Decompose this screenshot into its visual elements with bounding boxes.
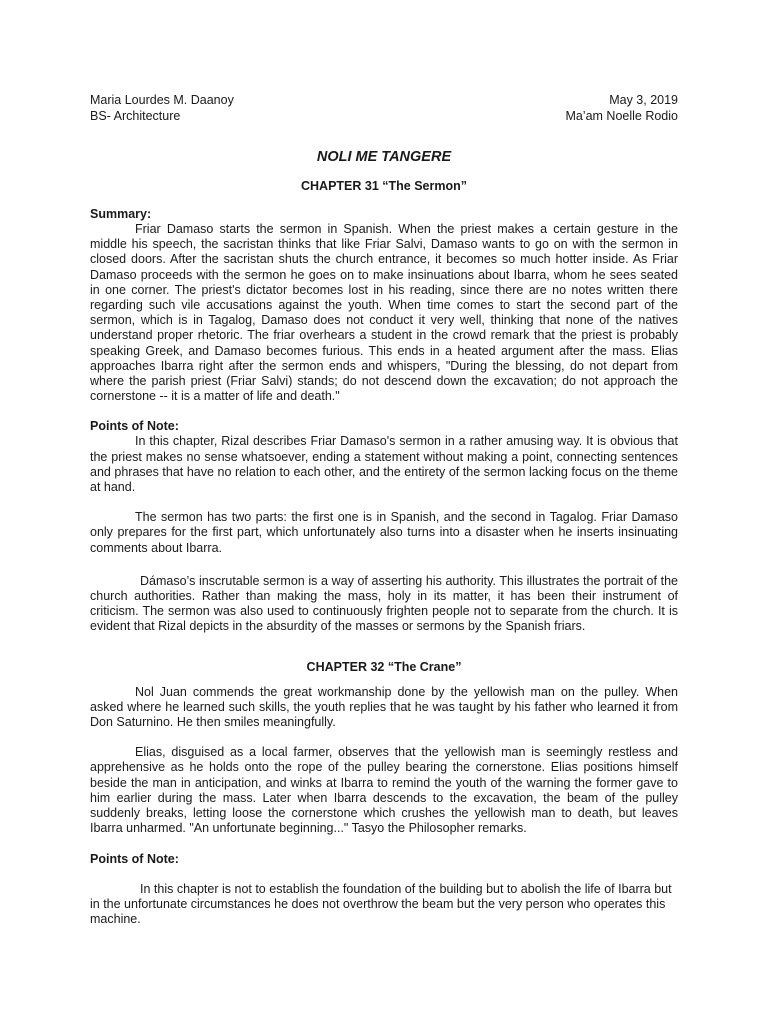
header-right xyxy=(565,92,678,124)
chapter-32-paragraph: Nol Juan commends the great workmanship done by the yellowish man on the pulley. When asked where he learned such skills, the youth replies that he was taught by his father who learned it from Don Saturnino. He then smiles meaningfully. xyxy=(90,684,678,730)
summary-paragraph: Friar Damaso starts the sermon in Spanish. When the priest makes a certain gesture in the middle his speech, the sacristan thinks that like Friar Salvi, Damaso wants to go on with the sermon in closed doors. After the sacristan shuts the church entrance, it becomes so much hotter inside. As Friar Damaso proceeds with the sermon he goes on to make insinuations about Ibarra, whom he sees seated in one corner. The priest's dictator becomes lost in his reading, since there are no notes written there regarding such vile accusations against the youth. When time comes to start the second part of the sermon, which is in Tagalog, Damaso does not conduct it very well, thinking that none of the natives understand proper rhetoric. The friar overhears a student in the crowd remark that the priest is probably speaking Greek, and Damaso becomes furious. This ends in a heated argument after the mass. Elias approaches Ibarra right after the sermon ends and whispers, "During the blessing, do not depart from where the parish priest (Friar Salvi) stands; do not descend down the excavation; do not approach the cornerstone -- it is a matter of life and death." xyxy=(90,222,678,404)
chapter-31-point-paragraph: The sermon has two parts: the first one is in Spanish, and the second in Tagalog. Friar Damaso only prepares for the first part, which unfortunately also turns into a disaster when he inserts insinuating comments about Ibarra. xyxy=(90,510,678,555)
chapter-32-point-paragraph: In this chapter is not to establish the foundation of the building but to abolish the life of Ibarra but in the unfortunate circumstances he does not overthrow the beam but the very person who operates this machine. xyxy=(90,881,672,926)
chapter-31-heading: CHAPTER 31 “The Sermon” xyxy=(300,179,467,193)
chapter-31-point-paragraph: In this chapter, Rizal describes Friar Damaso's sermon in a rather amusing way. It is obvious that the priest makes no sense whatsoever, ending a statement without making a point, connecting sentences and phrases that have no relation to each other, and the entirety of the sermon lacking focus on the theme at hand. xyxy=(90,434,678,495)
chapter-31-points-label: Points of Note: xyxy=(90,419,179,434)
chapter-32-points-label: Points of Note: xyxy=(90,851,179,866)
header-left xyxy=(90,92,234,124)
document-date: May 3, 2019 xyxy=(609,93,678,107)
instructor-name: Ma’am Noelle Rodio xyxy=(565,109,678,123)
document-header xyxy=(90,92,678,124)
chapter-32-heading: CHAPTER 32 “The Crane” xyxy=(306,659,462,674)
author-name: Maria Lourdes M. Daanoy xyxy=(90,93,234,107)
course-name: BS- Architecture xyxy=(90,109,181,123)
chapter-32-paragraph: Elias, disguised as a local farmer, observes that the yellowish man is seemingly restless and apprehensive as he holds onto the rope of the pulley bearing the cornerstone. Elias positions himself beside the man in anticipation, and winks at Ibarra to remind the youth of the warning the former gave to him earlier during the mass. Later when Ibarra descends to the excavation, the beam of the pulley suddenly breaks, letting loose the cornerstone which crushes the yellowish man to death, but leaves Ibarra unharmed. "An unfortunate beginning..." Tasyo the Philosopher remarks. xyxy=(90,745,678,836)
document-title: NOLI ME TANGERE xyxy=(316,149,452,165)
summary-label: Summary: xyxy=(90,207,152,221)
chapter-31-point-paragraph: Dámaso’s inscrutable sermon is a way of asserting his authority. This illustrates the portrait of the church authorities. Rather than making the mass, holy in its matter, it has been their instrument of criticism. The sermon was also used to continuously frighten people not to separate from the church. It is evident that Rizal depicts in the absurdity of the masses or sermons by the Spanish friars. xyxy=(90,573,678,634)
